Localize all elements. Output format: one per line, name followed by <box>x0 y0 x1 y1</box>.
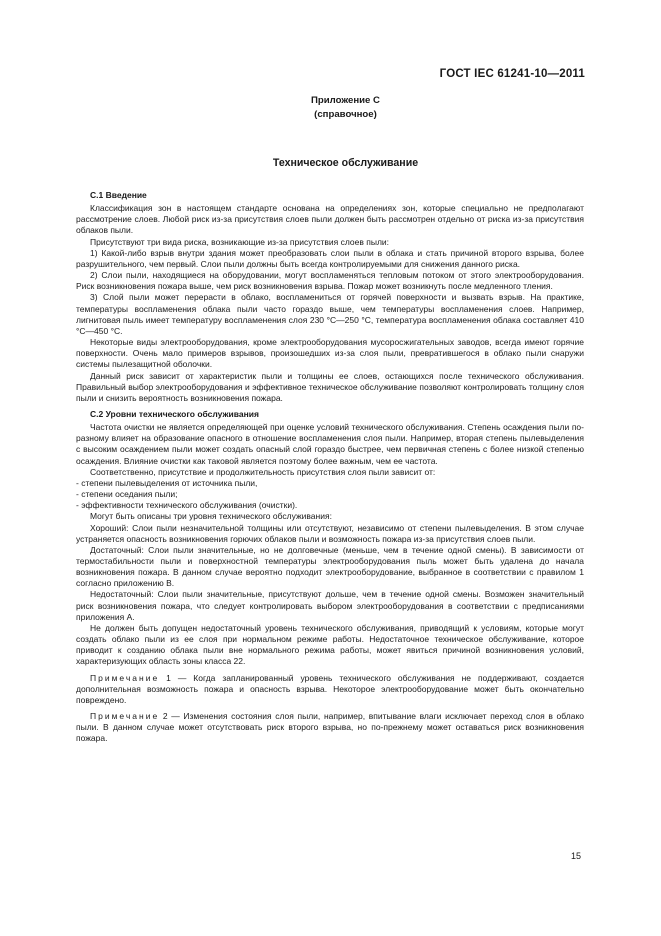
annex-title: Приложение С <box>311 95 380 106</box>
paragraph: Могут быть описаны три уровня технического обслуживания: <box>90 511 332 522</box>
section-heading: С.1 Введение <box>90 190 147 200</box>
note-text: 1 — Когда запланированный уровень технического обслуживания не поддерживают, создается дополнительная возможность пожара и опасность взрыва. Некоторое электрооборудование может быть окончательно повреждено. <box>76 672 584 705</box>
paragraph: 1) Какой-либо взрыв внутри здания может преобразовать слои пыли в облака и стать причиной второго взрыва, более разрушительного, чем первый. Слои пыли должны быть всегда контролируемыми для снижения данного риска. <box>76 247 584 269</box>
paragraph: 2) Слои пыли, находящиеся на оборудовании, могут воспламеняться тепловым потоком от этого электрооборудования. Риск возникновения пожара выше, чем риск возникновения взрыва. Пожар может возникнуть после медленного тления. <box>76 270 584 292</box>
paragraph: Соответственно, присутствие и продолжительность присутствия слоя пыли зависит от: <box>90 466 436 477</box>
paragraph: Недостаточный: Слои пыли значительные, присутствуют дольше, чем в течение одной смены. Возможен значительный риск возникновения пожара, что следует контролировать выбором электрооборудования в соответствии с предписаниями приложения А. <box>76 589 584 622</box>
note-1 <box>76 673 584 706</box>
note-text: 2 — Изменения состояния слоя пыли, например, впитывание влаги исключает переход слоя в облако пыли. В данном случае может отсутствовать риск второго взрыва, но по-прежнему может оставаться риск возникновения пожара. <box>76 711 584 744</box>
paragraph: Достаточный: Слои пыли значительные, но не долговечные (меньше, чем в течение одной смены). В зависимости от термостабильности пыли и поверхностной температуры электрооборудования пыль может быть удалена до начала возникновения пожара. В данном случае вероятно подходит электрооборудование, выбранное в соответствии с правилом 1 согласно приложению В. <box>76 544 584 589</box>
list-item: - степени оседания пыли; <box>76 489 178 500</box>
paragraph: Классификация зон в настоящем стандарте основана на определениях зон, которые специально не предполагают рассмотрение слоев. Любой риск из-за присутствия слоев пыли должен быть рассмотрен отдельно от риска из-за присутствия облаков пыли. <box>76 203 584 236</box>
note-2 <box>76 711 584 744</box>
page-number: 15 <box>570 851 581 861</box>
paragraph: Частота очистки не является определяющей при оценке условий технического обслуживания. Степень осаждения пыли по-разному влияет на образование опасного в отношение воспламенения слоя пыли. Например, вторая степень пылевыделения с высоким осаждением пыли может создать опасный слой гораздо быстрее, чем первичная степень с более низкой степенью осаждения. Влияние очистки как таковой является поэтому более важным, чем ее частота. <box>76 422 584 466</box>
paragraph: Хороший: Слои пыли незначительной толщины или отсутствуют, независимо от степени пылевыделения. В этом случае устраняется опасность возникновения горючих облаков пыли и возможность пожара из-за присутствия слоев пыли. <box>76 522 584 544</box>
paragraph: Присутствуют три вида риска, возникающие из-за присутствия слоев пыли: <box>90 236 390 247</box>
paragraph: Не должен быть допущен недостаточный уровень технического обслуживания, приводящий к условиям, которые могут создать облако пыли из ее слоя при нормальном режиме работы. Недостаточное техническое обслуживание, которое приводит к созданию облака пыли вне нормального режима работы, может явиться причиной возникновения условий, характеризующих область зоны класса 22. <box>76 622 584 667</box>
list-item: - эффективности технического обслуживания (очистки). <box>76 500 298 511</box>
document-code: ГОСТ IEC 61241-10—2011 <box>439 68 585 80</box>
paragraph: Некоторые виды электрооборудования, кроме электрооборудования мусоросжигательных заводов, всегда имеют горячие поверхности. Очень мало примеров взрывов, произошедших из-за слоя пыли, превратившегося в облако пыли снаружи системы пылезащитной оболочки. <box>76 337 584 370</box>
note-label: Примечание <box>90 711 160 722</box>
section-heading: С.2 Уровни технического обслуживания <box>90 408 259 419</box>
paragraph: Данный риск зависит от характеристик пыли и толщины ее слоев, остающихся после технического обслуживания. Правильный выбор электрооборудования и эффективное техническое обслуживание позволяют контролировать толщину слоя пыли и снизить вероятность возникновения пожара. <box>76 370 584 403</box>
note-label: Примечание <box>90 672 160 683</box>
annex-heading <box>0 94 661 122</box>
document-body <box>76 190 584 745</box>
annex-subtitle: (справочное) <box>314 109 377 120</box>
main-title: Техническое обслуживание <box>272 157 419 169</box>
list-item: - степени пылевыделения от источника пыли, <box>76 477 258 488</box>
paragraph: 3) Слой пыли может перерасти в облако, воспламениться от горячей поверхности и вызвать взрыв. На практике, температуры воспламенения облака пыли часто гораздо выше, чем температуры воспламенения слоев. Например, лигнитовая пыль имеет температуру воспламенения слоя 230 °С—250 °С, температура воспламенения облака составляет 410 °С—450 °С. <box>76 292 584 336</box>
